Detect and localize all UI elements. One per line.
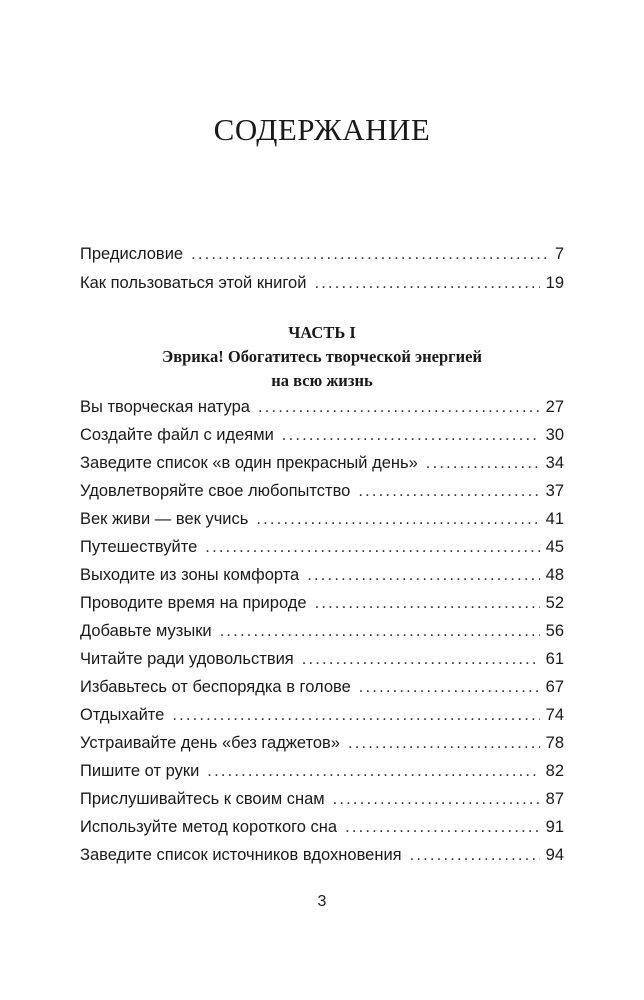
toc-leader-dots — [282, 426, 540, 445]
page-number: 3 — [317, 893, 327, 910]
part-title-line1: Эврика! Обогатитесь творческой энергией — [162, 347, 482, 366]
toc-leader-dots — [172, 706, 539, 725]
toc-entry — [80, 678, 564, 706]
toc-entry-page: 67 — [545, 678, 564, 696]
toc-entry — [80, 594, 564, 622]
toc-leader-dots — [307, 566, 539, 585]
toc-entry-label: Читайте ради удовольствия — [80, 650, 294, 668]
toc-entry-page: 94 — [545, 846, 564, 864]
toc-leader-dots — [359, 678, 540, 697]
toc-entry — [80, 538, 564, 566]
toc-entry-label: Вы творческая натура — [80, 398, 250, 416]
toc-entry-label: Заведите список «в один прекрасный день» — [80, 454, 418, 472]
toc-entry-page: 27 — [545, 398, 564, 416]
toc-entry-label: Добавьте музыки — [80, 622, 212, 640]
toc-entry — [80, 818, 564, 846]
toc-leader-dots — [410, 846, 540, 865]
toc-leader-dots — [333, 790, 540, 809]
toc-entry-label: Прислушивайтесь к своим снам — [80, 790, 325, 808]
toc-entry-page: 82 — [545, 762, 564, 780]
toc-leader-dots — [256, 510, 539, 529]
toc-entry-label: Отдыхайте — [80, 706, 165, 724]
toc-leader-dots — [315, 594, 540, 613]
toc-entry-page: 7 — [554, 245, 564, 263]
toc-entry-label: Век живи — век учись — [80, 510, 249, 528]
toc-entry-page: 45 — [545, 538, 564, 556]
part-title-line2: на всю жизнь — [271, 371, 373, 390]
toc-leader-dots — [258, 398, 540, 417]
toc-entry — [80, 846, 564, 874]
toc-leader-dots — [207, 762, 539, 781]
toc-entry — [80, 398, 564, 426]
toc-entry-label: Заведите список источников вдохновения — [80, 846, 402, 864]
toc-entry-label: Выходите из зоны комфорта — [80, 566, 300, 584]
toc-entry-page: 87 — [545, 790, 564, 808]
toc-entry-label: Используйте метод короткого сна — [80, 818, 338, 836]
toc-entry-label: Избавьтесь от беспорядка в голове — [80, 678, 351, 696]
toc-leader-dots — [314, 274, 539, 293]
toc-entry-label: Устраивайте день «без гаджетов» — [80, 734, 340, 752]
toc-entry — [80, 566, 564, 594]
toc-entry-label: Пишите от руки — [80, 762, 200, 780]
toc-entry — [80, 454, 564, 482]
toc-entry — [80, 622, 564, 650]
toc-entry-label: Как пользоваться этой книгой — [80, 274, 307, 292]
toc-entry-label: Предисловие — [80, 245, 184, 263]
toc-entry-page: 48 — [545, 566, 564, 584]
toc-entry-page: 91 — [545, 818, 564, 836]
toc-entry-label: Удовлетворяйте свое любопытство — [80, 482, 351, 500]
toc-entry-label: Создайте файл с идеями — [80, 426, 274, 444]
toc-entry — [80, 274, 564, 302]
toc-leader-dots — [191, 245, 549, 264]
toc-entry — [80, 650, 564, 678]
toc-entry-label: Проводите время на природе — [80, 594, 307, 612]
toc-leader-dots — [348, 734, 540, 753]
part-number: ЧАСТЬ I — [288, 323, 356, 342]
toc-entry-page: 78 — [545, 734, 564, 752]
toc-entry-page: 30 — [545, 426, 564, 444]
toc-leader-dots — [358, 482, 539, 501]
toc-entry-page: 52 — [545, 594, 564, 612]
toc-entry-page: 56 — [545, 622, 564, 640]
toc-entry — [80, 790, 564, 818]
toc-leader-dots — [302, 650, 540, 669]
toc-leader-dots — [345, 818, 540, 837]
toc-entry — [80, 510, 564, 538]
toc-entry — [80, 482, 564, 510]
toc-leader-dots — [220, 622, 540, 641]
toc-entry-page: 19 — [545, 274, 564, 292]
toc-entry-page: 41 — [545, 510, 564, 528]
toc-entry-label: Путешествуйте — [80, 538, 198, 556]
toc-entry — [80, 426, 564, 454]
toc-leader-dots — [205, 538, 539, 557]
toc-entry — [80, 762, 564, 790]
page-title: СОДЕРЖАНИЕ — [213, 112, 431, 147]
toc-entry-page: 34 — [545, 454, 564, 472]
toc-leader-dots — [426, 454, 540, 473]
toc-entry — [80, 706, 564, 734]
toc-entry — [80, 245, 564, 273]
toc-entry — [80, 734, 564, 762]
toc-entry-page: 74 — [545, 706, 564, 724]
toc-entry-page: 61 — [545, 650, 564, 668]
toc-entry-page: 37 — [545, 482, 564, 500]
